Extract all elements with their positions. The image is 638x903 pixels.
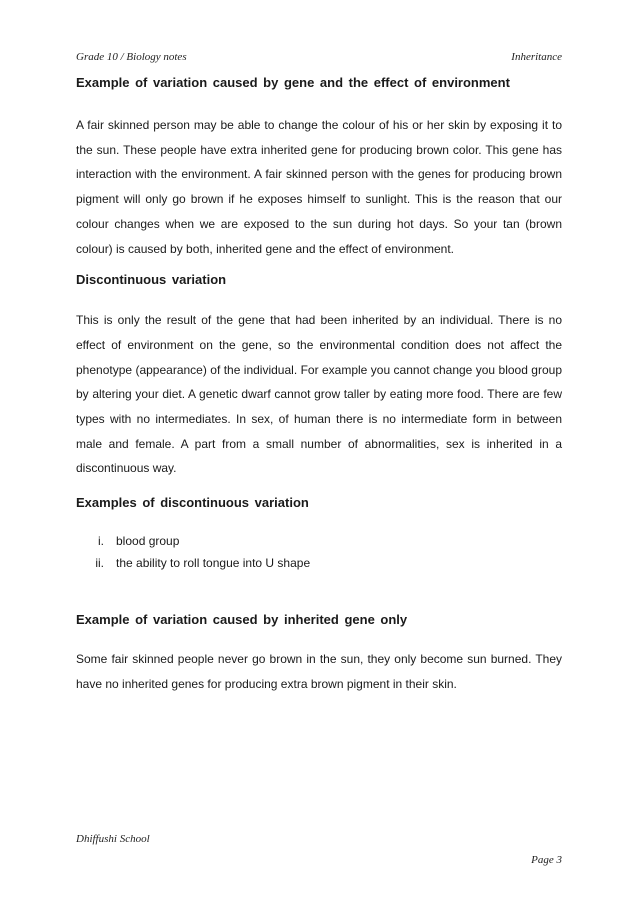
paragraph-gene-only: Some fair skinned people never go brown in the sun, they only become sun burned. They have no inherited genes for producing extra brown pigment in their skin. [76, 652, 562, 691]
heading-gene-environment: Example of variation caused by gene and the effect of environment [76, 75, 510, 90]
list-item [76, 552, 562, 574]
footer-page-number: Page 3 [531, 854, 562, 866]
examples-list [76, 530, 562, 574]
header-subject: Grade 10 / Biology notes [76, 51, 187, 63]
list-item-text: the ability to roll tongue into U shape [116, 556, 311, 571]
heading-discontinuous-variation: Discontinuous variation [76, 272, 227, 288]
list-item-text: blood group [116, 534, 180, 549]
list-item [76, 530, 562, 552]
paragraph-discontinuous-variation: This is only the result of the gene that had been inherited by an individual. There is no effect of environment on the gene, so the environmental condition does not affect the phenotype (appearance) of the individual. For example you cannot change you blood group by altering your diet. A genetic dwarf cannot grow taller by eating more food. There are few types with no intermediates. In sex, of human there is no intermediate form in between male and female. A part from a small number of abnormalities, sex is inherited in a discontinuous way. [76, 313, 562, 476]
list-item-number: i. [98, 534, 104, 549]
footer-school: Dhiffushi School [76, 833, 150, 845]
page-content [76, 73, 562, 697]
heading-examples-discontinuous: Examples of discontinuous variation [76, 495, 309, 511]
header-topic: Inheritance [511, 51, 562, 63]
heading-gene-only: Example of variation caused by inherited gene only [76, 612, 408, 628]
list-item-number: ii. [95, 556, 104, 571]
paragraph-gene-environment: A fair skinned person may be able to change the colour of his or her skin by exposing it to the sun. These people have extra inherited gene for producing brown color. This gene has interaction with the environment. A fair skinned person with the genes for producing brown pigment will only go brown if he exposes himself to sunlight. This is the reason that our colour changes when we are exposed to the sun during hot days. So your tan (brown colour) is caused by both, inherited gene and the effect of environment. [76, 118, 562, 256]
